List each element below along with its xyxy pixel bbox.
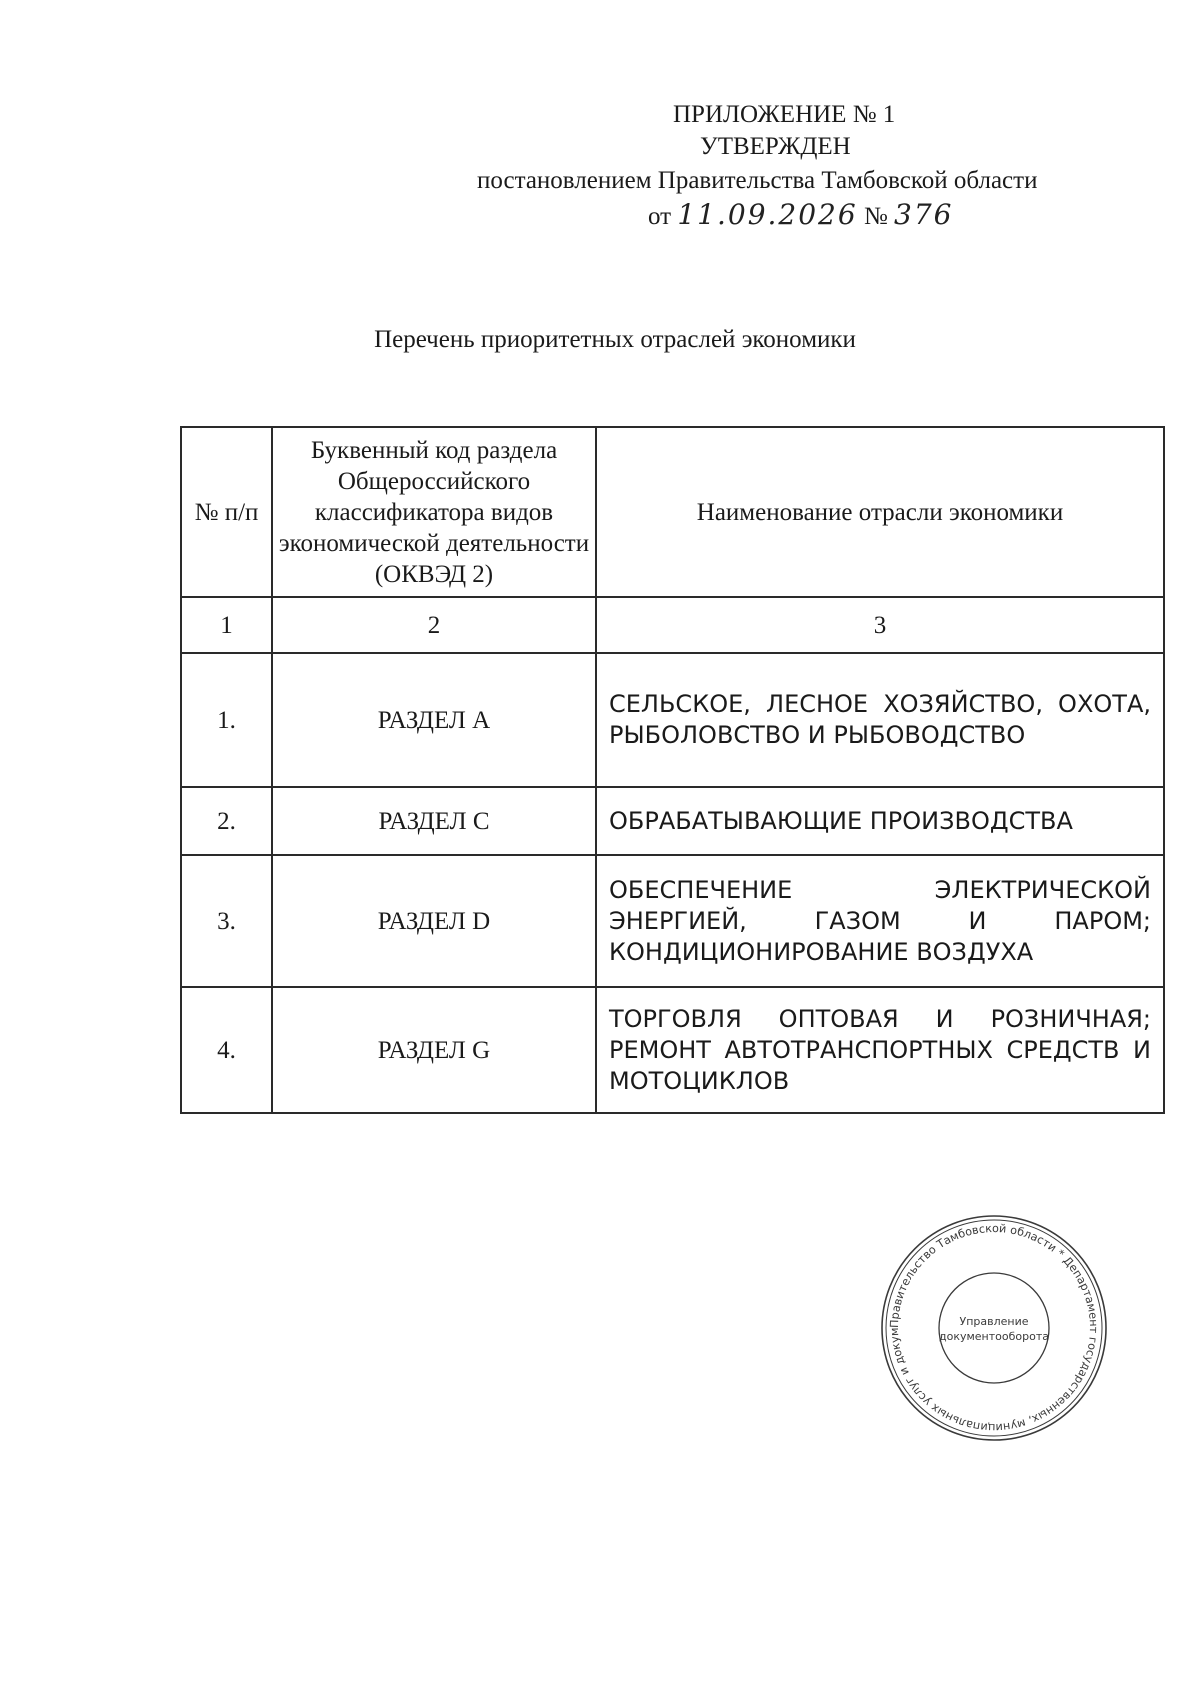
row-code: РАЗДЕЛ D bbox=[272, 855, 596, 987]
row-industry-name: СЕЛЬСКОЕ, ЛЕСНОЕ ХОЗЯЙСТВО, ОХОТА, РЫБОЛОВСТВО И РЫБОВОДСТВО bbox=[596, 653, 1164, 787]
column-number: 2 bbox=[272, 597, 596, 653]
column-numbers-row bbox=[181, 597, 1164, 653]
stamp-seal-icon bbox=[878, 1212, 1110, 1444]
column-header-code: Буквенный код раздела Общероссийского классификатора видов экономической деятельности (ОКВЭД 2) bbox=[272, 427, 596, 597]
handwritten-date: 11.09.2026 bbox=[677, 198, 858, 231]
approved-label: УТВЕРЖДЕН bbox=[700, 133, 851, 160]
row-code: РАЗДЕЛ G bbox=[272, 987, 596, 1113]
date-prefix: от bbox=[648, 203, 672, 230]
svg-text:документооборота: документооборота bbox=[939, 1330, 1049, 1343]
row-number: 3. bbox=[181, 855, 272, 987]
number-sign: № bbox=[863, 203, 888, 230]
priority-industries-table bbox=[180, 426, 1165, 1114]
column-number: 3 bbox=[596, 597, 1164, 653]
row-industry-name: ОБЕСПЕЧЕНИЕ ЭЛЕКТРИЧЕСКОЙ ЭНЕРГИЕЙ, ГАЗОМ И ПАРОМ; КОНДИЦИОНИРОВАНИЕ ВОЗДУХА bbox=[596, 855, 1164, 987]
row-code: РАЗДЕЛ C bbox=[272, 787, 596, 855]
row-number: 2. bbox=[181, 787, 272, 855]
document-title: Перечень приоритетных отраслей экономики bbox=[374, 326, 856, 353]
decree-label: постановлением Правительства Тамбовской области bbox=[477, 167, 1038, 194]
row-number: 1. bbox=[181, 653, 272, 787]
svg-text:Управление: Управление bbox=[959, 1315, 1029, 1328]
handwritten-number: 376 bbox=[894, 198, 954, 231]
table-row bbox=[181, 787, 1164, 855]
row-number: 4. bbox=[181, 987, 272, 1113]
decree-date-line bbox=[648, 200, 954, 232]
table-row bbox=[181, 855, 1164, 987]
row-industry-name: ТОРГОВЛЯ ОПТОВАЯ И РОЗНИЧНАЯ; РЕМОНТ АВТОТРАНСПОРТНЫХ СРЕДСТВ И МОТОЦИКЛОВ bbox=[596, 987, 1164, 1113]
table-header-row bbox=[181, 427, 1164, 597]
table-row bbox=[181, 653, 1164, 787]
column-number: 1 bbox=[181, 597, 272, 653]
column-header-number: № п/п bbox=[181, 427, 272, 597]
appendix-label: ПРИЛОЖЕНИЕ № 1 bbox=[673, 101, 896, 128]
row-code: РАЗДЕЛ A bbox=[272, 653, 596, 787]
official-stamp bbox=[878, 1212, 1110, 1444]
row-industry-name: ОБРАБАТЫВАЮЩИЕ ПРОИЗВОДСТВА bbox=[596, 787, 1164, 855]
column-header-name: Наименование отрасли экономики bbox=[596, 427, 1164, 597]
svg-text:Правительство Тамбовской облас: Правительство Тамбовской области * Департамент государственных, муниципальных услуг и докум bbox=[887, 1221, 1101, 1435]
table-row bbox=[181, 987, 1164, 1113]
